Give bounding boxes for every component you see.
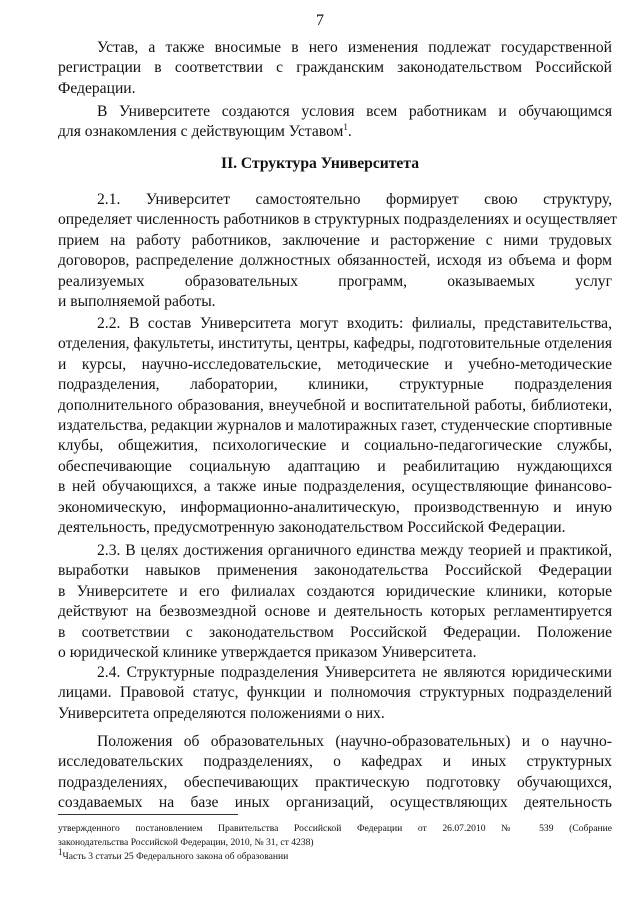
page-number: 7 — [316, 12, 324, 29]
section-heading: II. Структура Университета — [221, 155, 419, 172]
text-line: в ней обучающихся, а также иные подразделения, осуществляющие финансово- — [58, 478, 612, 496]
text-line: 2.1. Университет самостоятельно формирует свою структуру, — [97, 191, 612, 208]
text-line: для ознакомления с действующим Уставом$^1$. — [58, 122, 352, 141]
text-line: в соответствии с законодательством Российской Федерации. Положение — [58, 623, 612, 641]
paragraph-2-2 — [58, 314, 612, 538]
text-line: создаваемых на базе иных организаций, осуществляющих деятельность — [58, 794, 612, 812]
text-line-content: для ознакомления с действующим Уставом — [58, 123, 344, 141]
text-line: Положения об образовательных (научно-образовательных) и о научно- — [97, 733, 612, 750]
paragraph-2-1 — [58, 190, 617, 312]
text-line: исследовательских подразделениях, о кафедрах и иных структурных — [58, 753, 612, 771]
footnote-1 — [58, 846, 612, 864]
text-line: и курсы, научно-исследовательские, методические и учебно-методические — [58, 355, 612, 373]
text-line: регистрации в соответствии с гражданским законодательством Российской — [58, 59, 612, 77]
text-line: 2.3. В целях достижения органичного единства между теорией и практикой, — [97, 542, 612, 559]
paragraph-2-4 — [58, 663, 612, 724]
text-line: лицами. Правовой статус, функции и полномочия структурных подразделений — [58, 684, 612, 702]
text-line: подразделениях, обеспечивающих практическую подготовку обучающихся, — [58, 773, 612, 791]
text-line: и выполняемой работы. — [58, 293, 216, 311]
text-line: о юридической клинике утверждается приказом Университета. — [58, 644, 477, 662]
paragraph-2-3 — [58, 541, 612, 663]
text-line: определяет численность работников в структурных подразделениях и осуществляет — [58, 211, 617, 229]
paragraph-regulations — [58, 732, 612, 814]
text-line: обеспечивающие социальную адаптацию и реабилитацию нуждающихся — [58, 457, 612, 475]
text-line: в Университете и его филиалах создаются юридические клиники, которые — [58, 582, 612, 600]
text-line: экономическую, информационно-аналитическую, производственную и иную — [58, 498, 612, 516]
footnote-text: Часть 3 статьи 25 Федерального закона об образовании — [62, 851, 289, 862]
text-line: дополнительного образования, внеучебной и воспитательной работы, библиотеки, — [58, 396, 612, 414]
text-line: деятельность, предусмотренную законодательством Российской Федерации. — [58, 519, 566, 537]
text-line: действуют на безвозмездной основе и деятельность которых регламентируется — [58, 603, 612, 621]
paragraph-charter-registration — [58, 38, 612, 99]
text-line: договоров, распределение должностных обязанностей, исходя из объема и форм — [58, 252, 612, 270]
text-line: отделения, факультеты, институты, центры, кафедры, подготовительные отделения — [58, 335, 612, 353]
text-line: 2.4. Структурные подразделения Университета не являются юридическими — [97, 664, 612, 681]
text-line: подразделения, лаборатории, клиники, структурные подразделения — [58, 376, 612, 394]
text-line: реализуемых образовательных программ, оказываемых услуг — [58, 272, 612, 290]
text-line: Университета определяются положениями о них. — [58, 704, 385, 722]
text-line: издательства, редакции журналов и малотиражных газет, студенческие спортивные — [58, 417, 613, 435]
text-line: В Университете создаются условия всем работникам и обучающимся — [97, 103, 612, 120]
text-line: Федерации. — [58, 79, 136, 97]
text-line: клубы, общежития, психологические и социально-педагогические службы, — [58, 437, 612, 455]
footnotes — [58, 822, 612, 864]
footnote-line: законодательства Российской Федерации, 2010, № 31, ст 4238) — [58, 837, 314, 848]
footnote-ref: 1 — [343, 122, 348, 133]
text-line: прием на работу работников, заключение и расторжение с ними трудовых — [58, 231, 612, 249]
text-line: Устав, а также вносимые в него изменения подлежат государственной — [97, 39, 612, 56]
footnote-divider — [58, 814, 238, 815]
text-line: 2.2. В состав Университета могут входить: филиалы, представительства, — [97, 315, 612, 332]
footnote-line: утвержденного постановлением Правительства Российской Федерации от 26.07.2010 № 539 (Собрание — [58, 823, 612, 834]
text-line: выработки навыков применения законодательства Российской Федерации — [58, 562, 612, 580]
footnote-mark: 1 — [58, 846, 63, 857]
paragraph-charter-access — [58, 102, 612, 143]
